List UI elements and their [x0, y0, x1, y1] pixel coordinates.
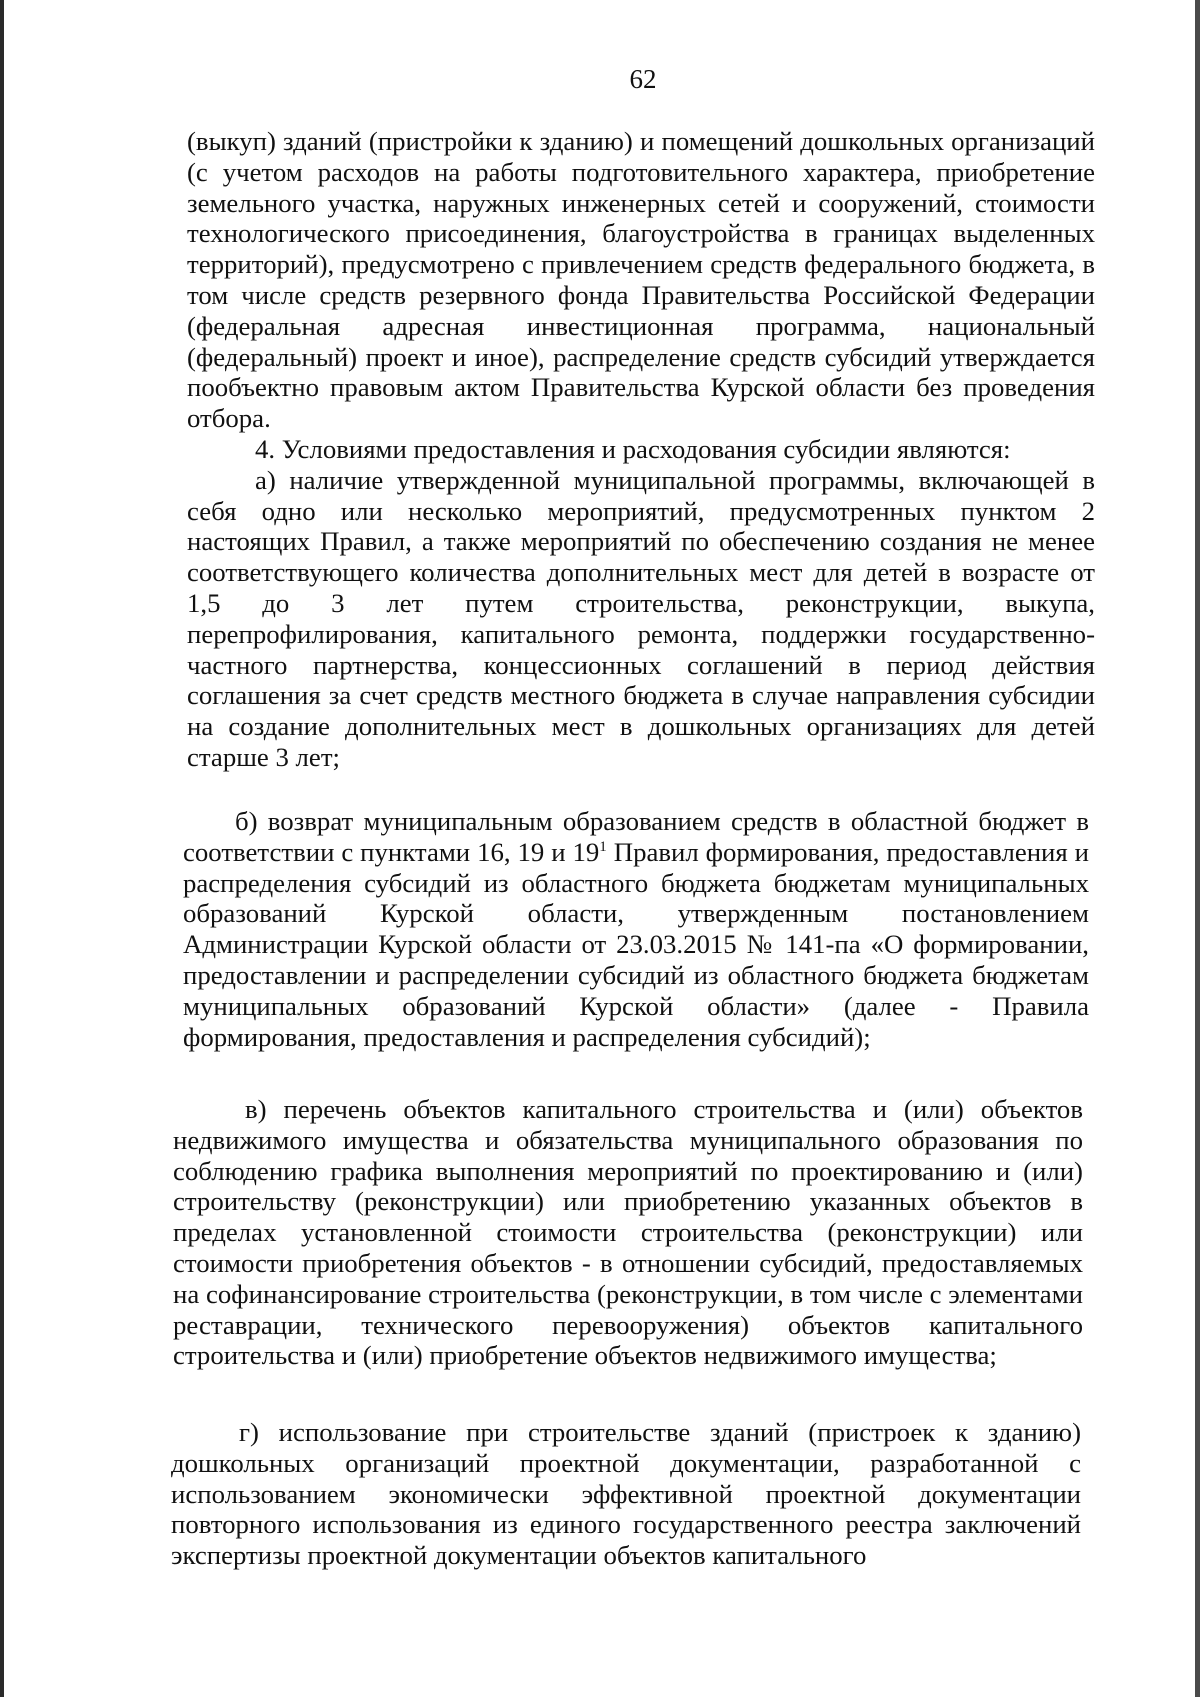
text-block-b: [183, 806, 1089, 1052]
paragraph-4-conditions: 4. Условиями предоставления и расходования субсидии являются:: [255, 433, 1011, 464]
paragraph-continuation: (выкуп) зданий (пристройки к зданию) и помещений дошкольных организаций (с учетом расходов на работы подготовительного характера, приобретение земельного участка, наружных инженерных сетей и сооружений, стоимости технологического присоединения, благоустройства в границах выделенных территорий), предусмотрено с привлечением средств федерального бюджета, в том числе средств резервного фонда Правительства Российской Федерации (федеральная адресная инвестиционная программа, национальный (федеральный) проект и иное), распределение средств субсидий утверждается пообъектно правовым актом Правительства Курской области без проведения отбора.: [187, 126, 1095, 434]
text-block-g: [171, 1417, 1081, 1571]
scan-border-right: [1195, 0, 1200, 1697]
text-block-upper: [187, 126, 1095, 773]
paragraph-g: г) использование при строительстве зданий (пристроек к зданию) дошкольных организаций проектной документации, разработанной с использованием экономически эффективной проектной документации повторного использования из единого государственного реестра заключений экспертизы проектной документации объектов капитального: [171, 1417, 1081, 1571]
paragraph-v: в) перечень объектов капитального строительства и (или) объектов недвижимого имущества и обязательства муниципального образования по соблюдению графика выполнения мероприятий по проектированию и (или) строительству (реконструкции) или приобретению указанных объектов в пределах установленной стоимости строительства (реконструкции) или стоимости приобретения объектов - в отношении субсидий, предоставляемых на софинансирование строительства (реконструкции, в том числе с элементами реставрации, технического перевооружения) объектов капитального строительства и (или) приобретение объектов недвижимого имущества;: [173, 1094, 1083, 1371]
paragraph-a: а) наличие утвержденной муниципальной программы, включающей в себя одно или несколько мероприятий, предусмотренных пунктом 2 настоящих Правил, а также мероприятий по обеспечению создания не менее соответствующего количества дополнительных мест для детей в возрасте от 1,5 до 3 лет путем строительства, реконструкции, выкупа, перепрофилирования, капитального ремонта, поддержки государственно-частного партнерства, концессионных соглашений в период действия соглашения за счет средств местного бюджета в случае направления субсидии на создание дополнительных мест в дошкольных организациях для детей старше 3 лет;: [187, 464, 1095, 772]
scan-border-left: [0, 0, 4, 1697]
paragraph-b-part-1: б) возврат муниципальным образованием средств в областной бюджет в соответствии с пунктами 16, 19 и 19: [183, 806, 1089, 867]
paragraph-b: [183, 806, 1089, 1052]
superscript-footnote: 1: [599, 838, 607, 855]
paragraph-b-part-2: Правил формирования, предоставления и распределения субсидий из областного бюджета бюджетам муниципальных образований Курской области, утвержденным постановлением Администрации Курской области от 23.03.2015 № 141-па «О формировании, предоставлении и распределении субсидий из областного бюджета бюджетам муниципальных образований Курской области» (далее - Правила формирования, предоставления и распределения субсидий);: [183, 836, 1089, 1052]
page-number: 62: [629, 64, 657, 94]
text-block-v: [173, 1094, 1083, 1371]
